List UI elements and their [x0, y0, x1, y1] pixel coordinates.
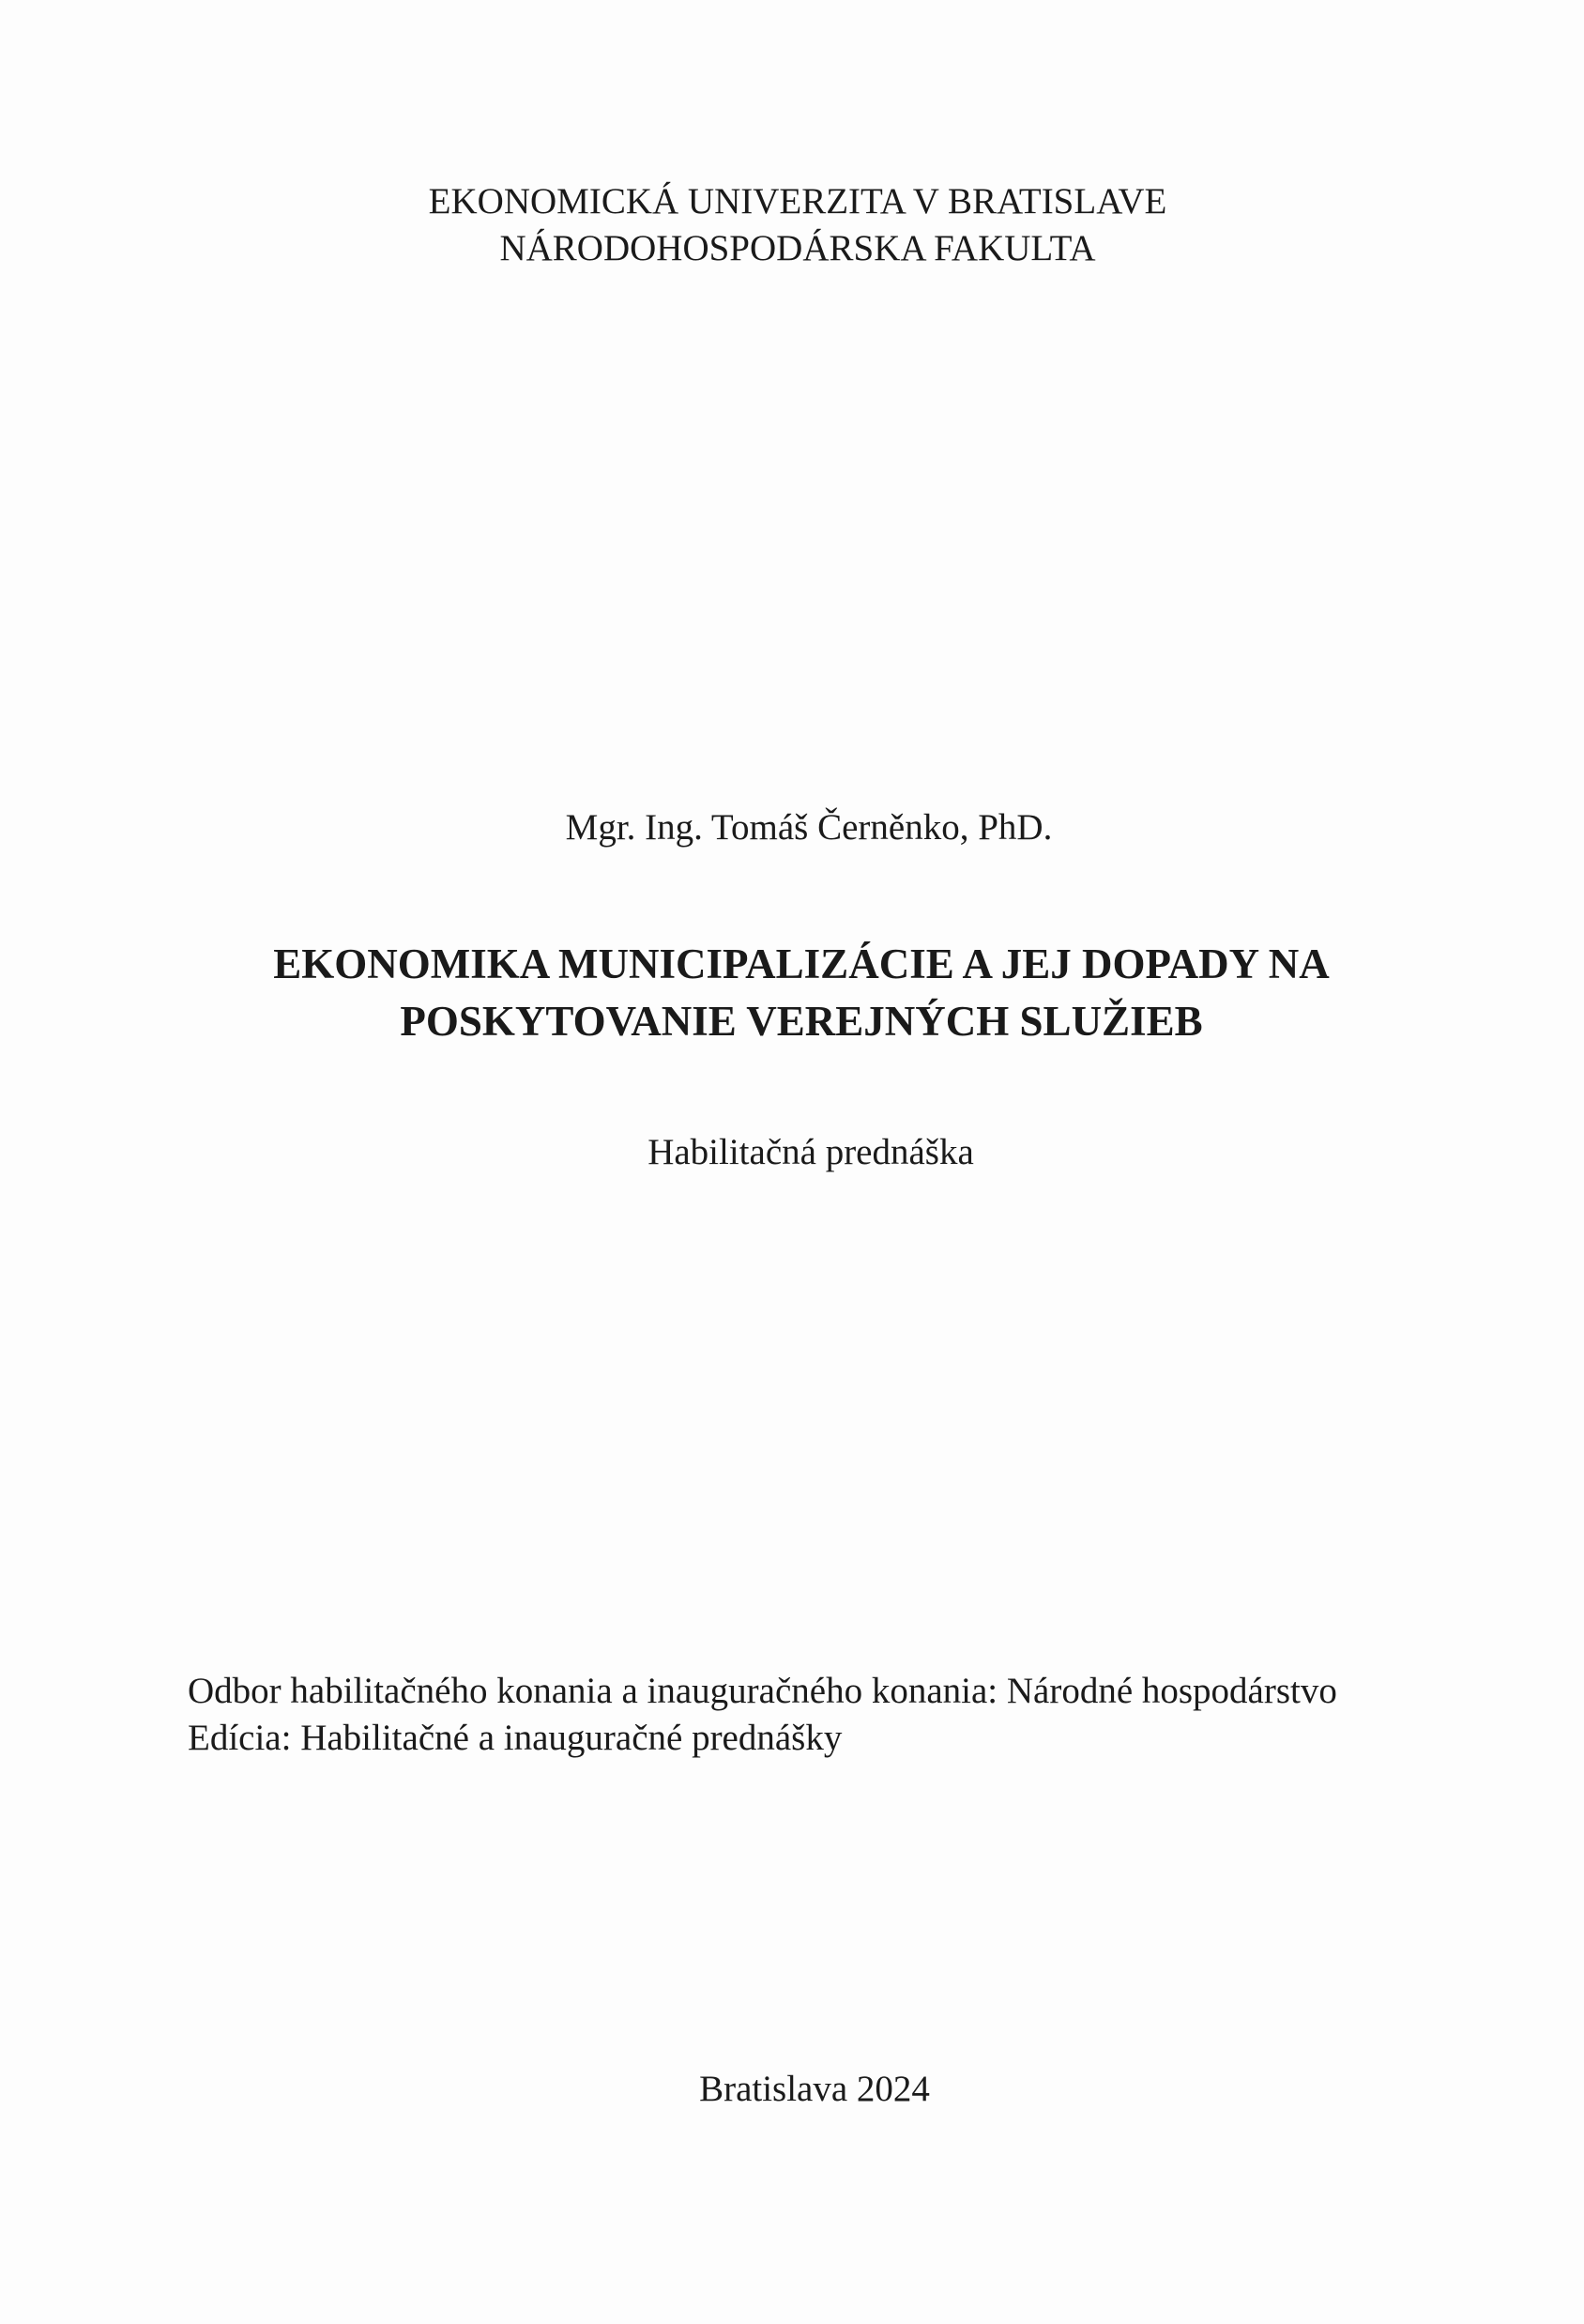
document-type: Habilitačná prednáška [647, 1132, 974, 1172]
university-name: EKONOMICKÁ UNIVERZITA V BRATISLAVE [428, 181, 1167, 222]
author-name: Mgr. Ing. Tomáš Černěnko, PhD. [565, 807, 1053, 848]
place-and-year: Bratislava 2024 [699, 2069, 930, 2109]
document-title-line-1: EKONOMIKA MUNICIPALIZÁCIE A JEJ DOPADY NA [273, 940, 1330, 987]
document-title-line-2: POSKYTOVANIE VEREJNÝCH SLUŽIEB [400, 998, 1203, 1045]
faculty-name: NÁRODOHOSPODÁRSKA FAKULTA [499, 228, 1096, 268]
habilitation-field: Odbor habilitačného konania a inauguračného konania: Národné hospodárstvo [188, 1671, 1337, 1711]
edition-name: Edícia: Habilitačné a inauguračné prednášky [188, 1718, 843, 1758]
